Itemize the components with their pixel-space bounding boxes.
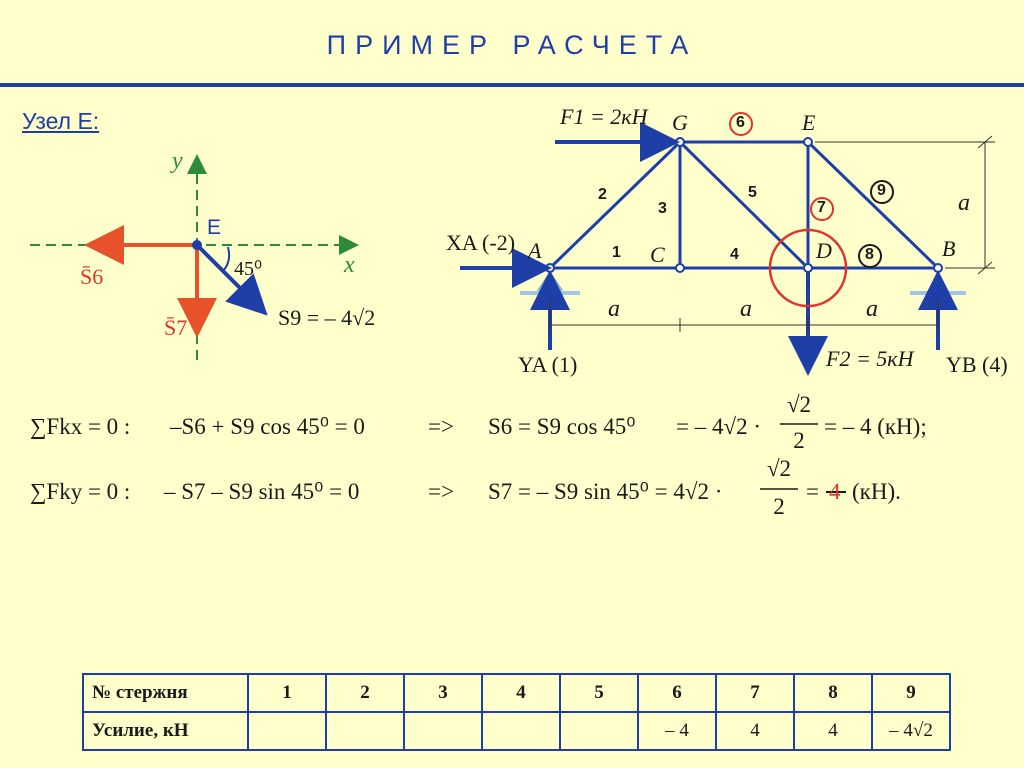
bar-number-cell: 1	[248, 674, 326, 712]
node-a-label: A	[528, 238, 542, 263]
force-value-cell: 4	[716, 712, 794, 750]
bar-6-label: 6	[736, 114, 745, 131]
dim-a-2: a	[740, 296, 752, 322]
eq2-implies: =>	[428, 479, 454, 504]
eq1-frac-den: 2	[793, 428, 805, 453]
f2-label: F2 = 5кН	[826, 346, 914, 371]
force-value-cell	[326, 712, 404, 750]
node-g-label: G	[672, 110, 688, 135]
force-value-cell	[248, 712, 326, 750]
force-value-cell	[404, 712, 482, 750]
node-e-label: E	[207, 216, 222, 239]
eq1-mid: = – 4√2 ·	[676, 414, 762, 439]
table-header-label: № стержня	[83, 674, 248, 712]
s6-label: S̄6	[80, 264, 104, 289]
eq2-frac-num: √2	[766, 456, 792, 481]
table-header-row	[83, 674, 950, 712]
joint-d	[804, 264, 812, 272]
bar-1-label: 1	[612, 244, 621, 261]
force-value-cell: – 4	[638, 712, 716, 750]
bar-5	[680, 142, 808, 268]
joint-a	[546, 264, 554, 272]
eq1-result: S6 = S9 cos 45⁰	[488, 414, 636, 439]
eq1-frac-num: √2	[786, 392, 812, 417]
eq2-lhs: ∑Fky = 0 :	[30, 479, 131, 504]
node-e-truss-label: E	[802, 110, 816, 135]
bar-number-cell: 9	[872, 674, 950, 712]
node-c-label: C	[650, 242, 665, 267]
s7-label: S̄7	[164, 315, 188, 340]
table-row-label: Усилие, кН	[83, 712, 248, 750]
bar-9-label: 9	[877, 182, 886, 199]
bar-number-cell: 5	[560, 674, 638, 712]
bar-4-label: 4	[730, 246, 739, 263]
ya-label: YA (1)	[518, 352, 578, 377]
dim-a-height: a	[958, 190, 970, 216]
bar-number-cell: 2	[326, 674, 404, 712]
dim-a-3: a	[866, 296, 878, 322]
x-axis-label: x	[344, 252, 355, 278]
bar-number-cell: 8	[794, 674, 872, 712]
eq2-body: – S7 – S9 sin 45⁰ = 0	[164, 479, 360, 504]
node-b-label: B	[942, 236, 956, 261]
force-value-cell	[482, 712, 560, 750]
xa-label: XA (-2)	[446, 230, 516, 255]
bar-8-label: 8	[865, 246, 874, 263]
dim-a-1: a	[608, 296, 620, 322]
eq2-unit: (кН).	[852, 479, 901, 504]
bar-number-cell: 3	[404, 674, 482, 712]
y-axis-label: y	[172, 148, 183, 174]
eq2-value: 4	[829, 479, 841, 504]
eq1-lhs: ∑Fkx = 0 :	[30, 414, 131, 439]
yb-label: YB (4)	[946, 352, 1008, 377]
node-e-point	[192, 240, 202, 250]
slide-title: ПРИМЕР РАСЧЕТА	[326, 30, 698, 60]
table-value-row	[83, 712, 950, 750]
joint-c	[676, 264, 684, 272]
eq1-body: –S6 + S9 cos 45⁰ = 0	[170, 414, 365, 439]
eq2-frac-den: 2	[773, 494, 785, 519]
bar-number-cell: 6	[638, 674, 716, 712]
node-heading: Узел E:	[22, 108, 100, 134]
force-value-cell: 4	[794, 712, 872, 750]
force-value-cell	[560, 712, 638, 750]
bar-2-label: 2	[598, 186, 607, 203]
eq2-equals: =	[806, 479, 819, 504]
bar-number-cell: 4	[482, 674, 560, 712]
force-value-cell: – 4√2	[872, 712, 950, 750]
bar-number-cell: 7	[716, 674, 794, 712]
f1-label: F1 = 2кН	[560, 104, 648, 129]
bar-5-label: 5	[748, 184, 757, 201]
angle-label: 45⁰	[234, 258, 263, 280]
joint-b	[934, 264, 942, 272]
bar-3-label: 3	[658, 200, 667, 217]
results-table	[82, 673, 951, 751]
bar-7-label: 7	[817, 199, 826, 216]
eq1-end: = – 4 (кН);	[824, 414, 927, 439]
eq2-result: S7 = – S9 sin 45⁰ = 4√2 ·	[488, 479, 723, 504]
node-d-label: D	[816, 238, 832, 263]
eq1-implies: =>	[428, 414, 454, 439]
joint-g	[676, 138, 684, 146]
joint-e	[804, 138, 812, 146]
s9-value-label: S9 = – 4√2	[278, 305, 376, 330]
